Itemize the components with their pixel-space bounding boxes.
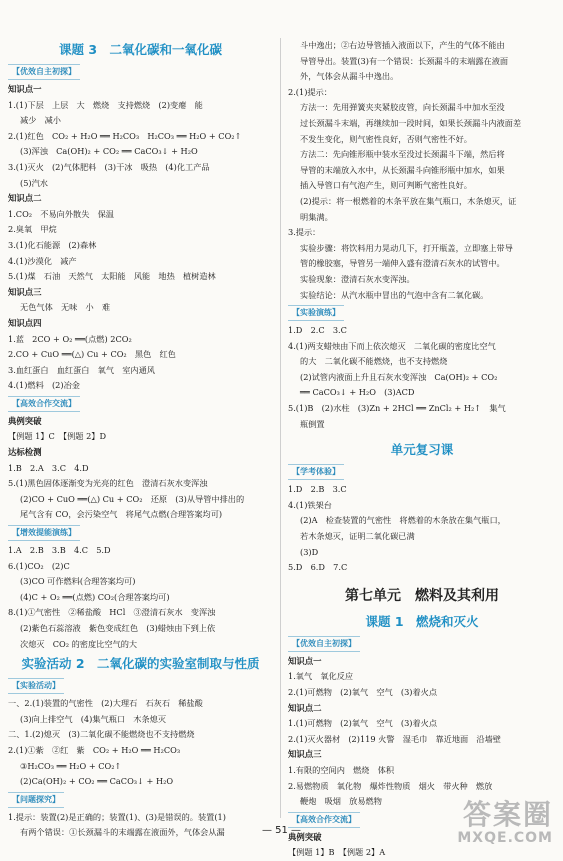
answer-line: 2.(1)灭火器材 (2)119 火警 湿毛巾 靠近地面 沿墙壁 <box>288 733 501 744</box>
answer-line-continued: (2)提示：将一根燃着的木条平放在集气瓶口，木条熄灭，证 <box>300 195 517 206</box>
answer-line: 2.易燃物质 氧化物 爆炸性物质 烟火 带火种 燃放 <box>288 780 493 791</box>
answer-line: 2.(1)可燃物 (2)氧气 空气 (3)着火点 <box>288 687 438 697</box>
section-tag: 【高效合作交流】 <box>288 812 360 828</box>
right-column <box>288 38 556 861</box>
section-tag-row <box>8 676 273 696</box>
answer-line-continued: (3)向上排空气 (4)集气瓶口 木条熄灭 <box>20 713 167 724</box>
answer-line-continued: ③H₂CO₃ ══ H₂O + CO₂↑ <box>20 760 122 771</box>
answer-line: 5.D 6.D 7.C <box>288 562 348 573</box>
answer-line: 一、2.(1)装置的气密性 (2)大理石 石灰石 稀盐酸 <box>8 698 203 709</box>
watermark-line2: MXQE.COM <box>457 830 553 846</box>
section-tag: 【优效自主初探】 <box>288 636 360 652</box>
answer-line-continued: 实验步骤：将饮料用力晃动几下，打开瓶盖，立即塞上带导 <box>300 242 513 253</box>
answer-line: 1.提示：装置(2)是正确的；装置(1)、(3)是错误的。装置(1) <box>8 811 226 822</box>
answer-line: 3.提示： <box>288 227 321 238</box>
answer-line: 1.D 2.C 3.C <box>288 325 347 336</box>
knowledge-heading: 典例突破 <box>288 831 322 842</box>
answer-line-continued: 不发生变化，则气密性良好，否则气密性不好。 <box>300 133 472 144</box>
answer-line: 5.(1)煤 石油 天然气 太阳能 风能 地热 植树造林 <box>8 271 216 282</box>
answer-line: 2.(1)红色 CO₂ + H₂O ══ H₂CO₃ H₂CO₃ ══ H₂O + CO₂↑ <box>8 130 242 141</box>
answer-line-continued: 导管的末端放入水中，从长颈漏斗向锥形瓶中加水，如果 <box>300 164 505 175</box>
answer-line-continued: (2)试管内液面上升且石灰水变浑浊 Ca(OH)₂ + CO₂ <box>300 371 498 382</box>
answer-line-continued: 方法一：先用弹簧夹夹紧胶皮管，向长颈漏斗中加水至没 <box>300 102 505 113</box>
answer-line: 8.(1)①气密性 ②稀盐酸 HCl ③澄清石灰水 变浑浊 <box>8 607 216 618</box>
section-tag: 【问题探究】 <box>8 792 64 808</box>
section-title: 课题 1 燃烧和灭火 <box>365 613 479 629</box>
answer-line-continued: 方法二：先向锥形瓶中装水至没过长颈漏斗下端，然后将 <box>300 149 505 160</box>
answer-line: 【例题 1】B 【例题 2】A <box>288 847 386 858</box>
answer-line: 1.CO₂ 不易向外散失 保温 <box>8 208 114 219</box>
answer-line-continued: (4)C + O₂ ══(点燃) CO₂(合理答案均可) <box>20 591 170 602</box>
answer-line-continued: (2)紫色石蕊溶液 紫色变成红色 (3)蜡烛由下到上依 <box>20 623 216 633</box>
answer-line: 1.蓝 2CO + O₂ ══(点燃) 2CO₂ <box>8 333 132 344</box>
answer-line-continued: 有两个错误：①长颈漏斗的末端露在液面外，气体会从漏 <box>20 827 225 838</box>
answer-line-continued: 鞭炮 吸烟 放易燃物 <box>300 796 382 807</box>
answer-line-continued: 插入导管口有气泡产生，则可判断气密性良好。 <box>300 180 472 191</box>
answer-line-continued: ══ CaCO₃↓ + H₂O (3)ACD <box>300 387 415 398</box>
answer-line-continued: 瓶倒置 <box>300 418 325 429</box>
answer-line: 1.氧气 氧化反应 <box>288 671 354 682</box>
knowledge-heading: 知识点三 <box>8 286 42 297</box>
section-tag-row <box>8 62 273 82</box>
unit-title: 第七单元 燃料及其利用 <box>345 587 499 604</box>
answer-line: 1.(1)下层 上层 大 燃烧 支持燃烧 (2)变瘪 能 <box>8 99 203 110</box>
knowledge-heading: 知识点四 <box>8 317 42 328</box>
column-divider <box>280 38 281 818</box>
answer-line: 1.(1)可燃物 (2)氧气 空气 (3)着火点 <box>288 718 438 729</box>
section-tag-row <box>288 462 556 482</box>
watermark-line1: 答案圈 <box>462 798 553 831</box>
answer-line-continued: (2)A 检查装置的气密性 将燃着的木条放在集气瓶口， <box>300 515 506 526</box>
answer-line: 2.(1)提示： <box>288 86 332 97</box>
section-tag-row <box>8 394 273 414</box>
answer-line-continued: 次熄灭 CO₂ 的密度比空气的大 <box>20 638 138 649</box>
knowledge-heading: 知识点二 <box>8 193 42 204</box>
answer-line-continued: 无色气体 无味 小 难 <box>20 302 111 313</box>
answer-line-continued: 减少 减小 <box>20 115 61 126</box>
answer-line: 5.(1)B (2)水柱 (3)Zn + 2HCl ══ ZnCl₂ + H₂↑ 集气 <box>288 403 506 414</box>
left-column <box>8 38 273 841</box>
answer-line-continued: 实验结论：从汽水瓶中冒出的气泡中含有二氧化碳。 <box>300 289 489 300</box>
answer-line: 4.(1)燃料 (2)冶金 <box>8 380 80 391</box>
answer-line: 2.臭氧 甲烷 <box>8 224 57 235</box>
answer-line-continued: 尾气含有 CO，会污染空气 将尾气点燃(合理答案均可) <box>20 509 223 520</box>
page-number: — 51 — <box>261 825 302 836</box>
answer-line: 5.(1)黑色固体逐渐变为光亮的红色 澄清石灰水变浑浊 <box>8 478 208 489</box>
answer-line-continued: 的大 二氧化碳不能燃烧，也不支持燃烧 <box>300 356 448 367</box>
answer-line-continued: 管的橡胶塞，导管另一端伸入盛有澄清石灰水的试管中。 <box>300 258 505 269</box>
answer-line: 1.B 2.A 3.C 4.D <box>8 462 89 473</box>
answer-line: 1.D 2.B 3.C <box>288 484 347 495</box>
answer-line: 二、1.(2)熄灭 (3)二氧化碳不能燃烧也不支持燃烧 <box>8 729 195 740</box>
section-tag-row <box>8 523 273 543</box>
section-tag: 【增效提能演练】 <box>8 525 80 541</box>
section-title: 课题 3 二氧化碳和一氧化碳 <box>58 42 223 57</box>
answer-line-continued: 明集满。 <box>300 211 333 222</box>
answer-line: 3.血红蛋白 血红蛋白 氧气 室内通风 <box>8 364 155 375</box>
answer-line-continued: 过长颈漏斗末端，再继续加一段时间，如果长颈漏斗内液面差 <box>300 117 522 128</box>
answer-line: 1.A 2.B 3.B 4.C 5.D <box>8 545 111 556</box>
answer-line-continued: (2)Ca(OH)₂ + CO₂ ══ CaCO₃↓ + H₂O <box>20 776 174 787</box>
answer-line: 1.有限的空间内 燃烧 体积 <box>288 764 395 775</box>
answer-line-continued: 斗中逸出；②右边导管插入液面以下，产生的气体不能由 <box>300 40 505 50</box>
knowledge-heading: 知识点一 <box>288 655 322 666</box>
answer-line-continued: 若木条熄灭，证明二氧化碳已满 <box>300 531 415 542</box>
knowledge-heading: 知识点一 <box>8 84 42 94</box>
answer-line: 2.CO + CuO ══(△) Cu + CO₂ 黑色 红色 <box>8 349 176 360</box>
section-tag: 【学考体验】 <box>288 464 344 480</box>
section-title: 实验活动 2 二氧化碳的实验室制取与性质 <box>21 656 260 672</box>
knowledge-heading: 典例突破 <box>8 415 42 426</box>
answer-line: 【例题 1】C 【例题 2】D <box>8 431 107 442</box>
section-tag-row <box>8 790 273 810</box>
answer-line: 2.(1)①紫 ②红 紫 CO₂ + H₂O ══ H₂CO₃ <box>8 744 181 755</box>
section-tag: 【高效合作交流】 <box>8 396 80 412</box>
answer-line-continued: (3)D <box>300 546 319 557</box>
section-tag: 【优效自主初探】 <box>8 64 80 80</box>
watermark-logo <box>457 800 553 846</box>
section-tag-row <box>288 634 556 654</box>
answer-line-continued: (2)CO + CuO ══(△) Cu + CO₂ 还原 (3)从导管中排出的 <box>20 493 245 504</box>
answer-line: 4.(1)沙漠化 减产 <box>8 255 77 266</box>
section-tag: 【实验活动】 <box>8 678 64 694</box>
section-title: 单元复习课 <box>390 442 454 458</box>
answer-line-continued: (5)汽水 <box>20 177 48 188</box>
answer-line-continued: 实验现象：澄清石灰水变浑浊。 <box>300 273 415 284</box>
answer-line: 3.(1)化石能源 (2)森林 <box>8 239 97 250</box>
answer-line: 6.(1)CO₂ (2)C <box>8 560 70 571</box>
knowledge-heading: 知识点三 <box>288 749 322 760</box>
knowledge-heading: 知识点二 <box>288 702 322 713</box>
answer-line-continued: (3)CO 可作燃料(合理答案均可) <box>20 576 136 587</box>
answer-line-continued: 外，气体会从漏斗中逸出。 <box>300 71 399 82</box>
answer-line-continued: 导管导出。装置(3)有一个错误：长颈漏斗的末端露在液面 <box>300 55 509 66</box>
answer-line: 4.(1)两支蜡烛由下而上依次熄灭 二氧化碳的密度比空气 <box>288 340 496 351</box>
answer-line: 3.(1)灭火 (2)气体肥料 (3)干冰 吸热 (4)化工产品 <box>8 161 210 172</box>
knowledge-heading: 达标检测 <box>8 447 42 458</box>
answer-line-continued: (3)浑浊 Ca(OH)₂ + CO₂ ══ CaCO₃↓ + H₂O <box>20 146 198 157</box>
section-tag: 【实验演练】 <box>288 305 344 321</box>
answer-line: 4.(1)铁架台 <box>288 499 332 510</box>
section-tag-row <box>288 303 556 323</box>
